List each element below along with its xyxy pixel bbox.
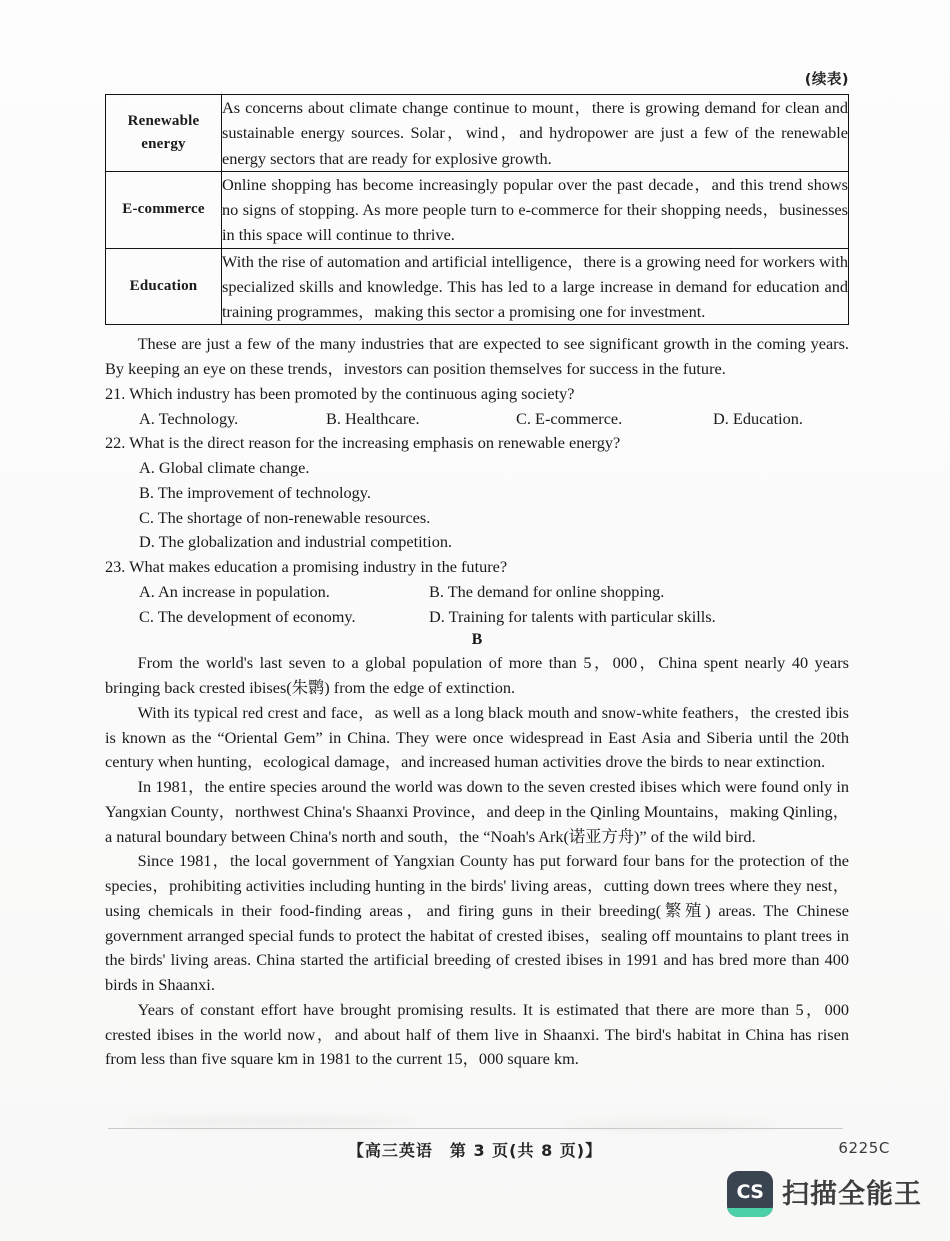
question-21-options <box>105 407 849 432</box>
section-b-paragraph-4: Since 1981，the local government of Yangxian County has put forward four bans for the protection of the species，prohibiting activities including hunting in the birds' living areas，cutting down trees where they nest，using chemicals in their food-finding areas，and firing guns in their breeding(繁殖) areas. The Chinese government arranged special funds to protect the habitat of crested ibises，sealing off mountains to plant trees in the birds' living areas. China started the artificial breeding of crested ibises in 1991 and has bred more than 400 birds in Shaanxi. <box>105 851 849 995</box>
camscanner-logo-icon <box>727 1171 773 1217</box>
table-row-body-education: With the rise of automation and artificial intelligence，there is a growing need for workers with specialized skills and knowledge. This has led to a large increase in demand for education and training programmes，making this sector a promising one for investment. <box>222 248 849 325</box>
option-a[interactable]: A. Global climate change. <box>139 458 310 478</box>
question-22-options <box>105 456 849 555</box>
option-d[interactable]: D. Education. <box>713 408 803 428</box>
paper-code: 6225C <box>838 1139 890 1157</box>
table-row-label-e-commerce: E-commerce <box>106 171 222 248</box>
option-b[interactable]: B. The improvement of technology. <box>139 482 371 502</box>
label-line: energy <box>141 135 186 152</box>
camscanner-watermark <box>727 1171 922 1217</box>
option-b[interactable]: B. The demand for online shopping. <box>429 581 665 601</box>
continued-table-label: (续表) <box>804 72 849 88</box>
table-row-label-education: Education <box>106 248 222 325</box>
section-b-paragraph-1: From the world's last seven to a global population of more than 5，000，China spent nearly 40 years bringing back crested ibises(朱鹮) from the edge of extinction. <box>105 653 849 697</box>
camscanner-logo-text: CS <box>736 1181 764 1203</box>
label-line: Renewable <box>127 113 200 130</box>
table-row <box>106 95 849 172</box>
table-row-label-renewable-energy <box>106 95 222 172</box>
option-d[interactable]: D. The globalization and industrial competition. <box>139 532 453 552</box>
option-c[interactable]: C. The development of economy. <box>139 606 356 626</box>
option-a[interactable]: A. An increase in population. <box>139 581 330 601</box>
option-a[interactable]: A. Technology. <box>139 408 239 428</box>
question-22-stem: 22. What is the direct reason for the increasing emphasis on renewable energy? <box>105 433 621 453</box>
passage-a-closing-paragraph: These are just a few of the many industries that are expected to see significant growth in the coming years. By keeping an eye on these trends，investors can position themselves for success in the future. <box>105 334 849 379</box>
section-b-paragraph-2: With its typical red crest and face，as well as a long black mouth and snow-white feathers，the crested ibis is known as the “Oriental Gem” in China. They were once widespread in East Asia and Siberia until the 20th century when hunting，ecological damage，and increased human activities drove the birds to near extinction. <box>105 702 849 772</box>
table-row-body-renewable-energy: As concerns about climate change continue to mount，there is growing demand for clean and sustainable energy sources. Solar，wind，and hydropower are just a few of the renewable energy sectors that are ready for explosive growth. <box>222 95 849 172</box>
camscanner-logo-accent-bar <box>727 1208 773 1217</box>
table-row <box>106 171 849 248</box>
page-content <box>105 0 849 1072</box>
question-23-options-row-1 <box>105 580 849 605</box>
section-b-paragraph-5: Years of constant effort have brought promising results. It is estimated that there are more than 5，000 crested ibises in the world now，and about half of them live in Shaanxi. The bird's habitat in China has risen from less than five square km in 1981 to the current 15，000 square km. <box>105 999 849 1069</box>
option-c[interactable]: C. The shortage of non-renewable resources. <box>139 507 431 527</box>
page-footer: 【高三英语 第 3 页(共 8 页)】 <box>347 1141 603 1160</box>
question-23-stem: 23. What makes education a promising industry in the future? <box>105 557 508 577</box>
camscanner-brand-text: 扫描全能王 <box>782 1178 922 1210</box>
option-b[interactable]: B. Healthcare. <box>326 408 420 428</box>
section-b-paragraph-3: In 1981，the entire species around the world was down to the seven crested ibises which were found only in Yangxian County，northwest China's Shaanxi Province，and deep in the Qinling Mountains，making Qinling，a natural boundary between China's north and south，the “Noah's Ark(诺亚方舟)” of the wild bird. <box>105 777 849 846</box>
table-row <box>106 248 849 325</box>
table-row-body-e-commerce: Online shopping has become increasingly popular over the past decade，and this trend shows no signs of stopping. As more people turn to e-commerce for their shopping needs，businesses in this space will continue to thrive. <box>222 171 849 248</box>
section-b-letter: B <box>471 631 483 649</box>
option-c[interactable]: C. E-commerce. <box>516 408 623 428</box>
footer-divider <box>108 1128 843 1129</box>
question-23-options-row-2 <box>105 605 849 630</box>
industry-table <box>105 94 849 325</box>
option-d[interactable]: D. Training for talents with particular skills. <box>429 606 716 626</box>
question-21-stem: 21. Which industry has been promoted by the continuous aging society? <box>105 383 575 403</box>
